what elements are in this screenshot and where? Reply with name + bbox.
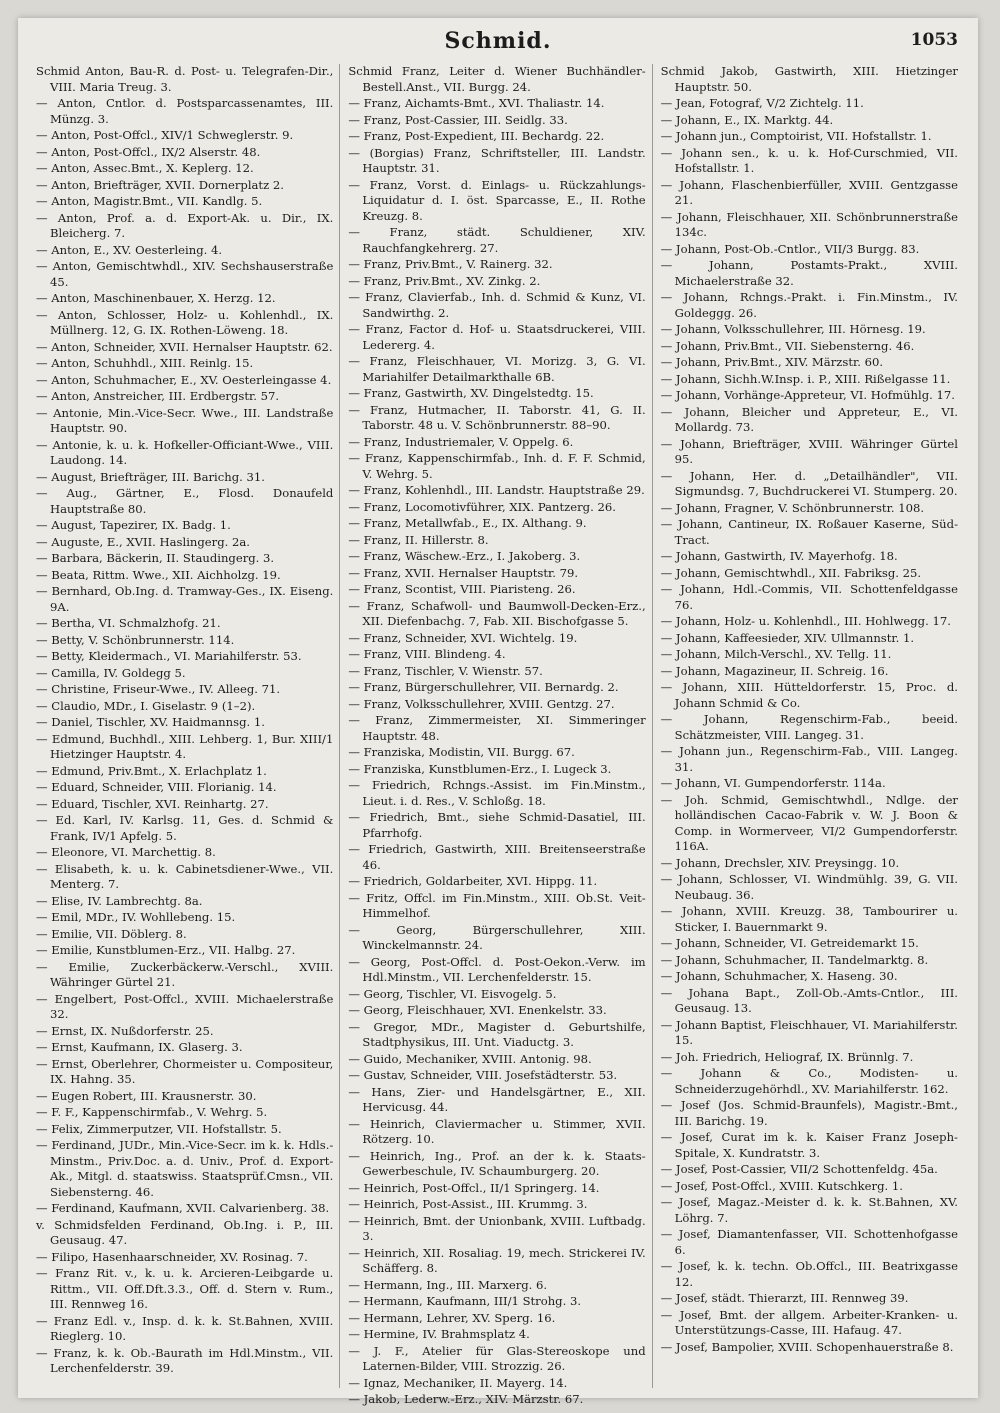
directory-entry: — Heinrich, XII. Rosaliag. 19, mech. Strickerei IV. Schäfferg. 8. — [348, 1245, 646, 1275]
directory-entry: — Johann, Kaffeesieder, XIV. Ullmannstr. 1. — [660, 630, 915, 645]
directory-entry: — Franz, Volksschullehrer, XVIII. Gentzg. 27. — [348, 696, 615, 711]
directory-entry: — Auguste, E., XVII. Haslingerg. 2a. — [36, 534, 250, 549]
directory-entry: — Christine, Friseur-Wwe., IV. Alleeg. 71. — [36, 682, 281, 696]
directory-entry: — Eugen Robert, III. Krausnerstr. 30. — [36, 1088, 257, 1103]
directory-entry: — Franz, Fleischhauer, VI. Morizg. 3, G. VI. Mariahilfer Detailmarkthalle 6B. — [348, 354, 646, 384]
directory-entry: — Johann & Co., Modisten- u. Schneiderzugehörhdl., XV. Mariahilferstr. 162. — [660, 1066, 958, 1096]
directory-entry: — Ed. Karl, IV. Karlsg. 11, Ges. d. Schmid & Frank, IV/1 Apfelg. 5. — [36, 813, 334, 843]
directory-entry: — J. F., Atelier für Glas-Stereoskope und Laternen-Bilder, VIII. Strozzig. 26. — [348, 1343, 646, 1373]
directory-entry: — Anton, Schlosser, Holz- u. Kohlenhdl., IX. Müllnerg. 12, G. IX. Rothen-Löweng. 18. — [36, 307, 334, 337]
directory-entry: — Edmund, Buchhdl., XIII. Lehberg. 1, Bur. XIII/1 Hietzinger Hauptstr. 4. — [36, 731, 334, 761]
directory-entry: — Ernst, Oberlehrer, Chormeister u. Compositeur, IX. Hahng. 35. — [36, 1056, 334, 1086]
directory-entry: — Franz, Post-Cassier, III. Seidlg. 33. — [348, 112, 568, 127]
directory-entry: — Friedrich, Gastwirth, XIII. Breitenseerstraße 46. — [348, 842, 646, 872]
directory-entry: — Anton, Anstreicher, III. Erdbergstr. 57. — [36, 389, 280, 403]
directory-entry: — Edmund, Priv.Bmt., X. Erlachplatz 1. — [36, 763, 267, 778]
directory-entry: — Franz, Priv.Bmt., V. Rainerg. 32. — [348, 257, 553, 271]
directory-entry: — Anton, Gemischtwhdl., XIV. Sechshauserstraße 45. — [36, 259, 334, 289]
directory-entry: — Heinrich, Post-Assist., III. Krummg. 3. — [348, 1197, 588, 1211]
directory-entry: — Franz, Gastwirth, XV. Dingelstedtg. 15. — [348, 386, 594, 400]
directory-entry: — Emilie, Zuckerbäckerw.-Verschl., XVIII. Währinger Gürtel 21. — [36, 959, 334, 989]
directory-entry: — Joh. Schmid, Gemischtwhdl., Ndlge. der holländischen Cacao-Fabrik v. W. J. Boon & Comp. in Wormerveer, VI/2 Gumpendorferstr. 116A. — [660, 792, 958, 853]
directory-entry: — Johana Bapt., Zoll-Ob.-Amts-Cntlor., III. Geusaug. 13. — [660, 985, 958, 1015]
directory-entry: — Franz, Industriemaler, V. Oppelg. 6. — [348, 434, 574, 449]
directory-entry: — Johann, XIII. Hütteldorferstr. 15, Proc. d. Johann Schmid & Co. — [660, 680, 958, 710]
directory-entry: — Emil, MDr., IV. Wohllebeng. 15. — [36, 910, 236, 924]
directory-entry: — Hermine, IV. Brahmsplatz 4. — [348, 1327, 530, 1341]
directory-entry: — Johann, Gemischtwhdl., XII. Fabriksg. 25. — [660, 565, 922, 580]
directory-entry: — Camilla, IV. Goldegg 5. — [36, 665, 186, 680]
directory-entry: — Franz, Tischler, V. Wienstr. 57. — [348, 663, 543, 678]
directory-entry: — Johann, Postamts-Prakt., XVIII. Michaelerstraße 32. — [660, 258, 958, 288]
directory-entry: — Jean, Fotograf, V/2 Zichtelg. 11. — [660, 96, 864, 110]
directory-entry: — Friedrich, Bmt., siehe Schmid-Dasatiel, III. Pfarrhofg. — [348, 810, 646, 840]
directory-entry: — Guido, Mechaniker, XVIII. Antonig. 98. — [348, 1051, 592, 1066]
column-left — [36, 64, 340, 1388]
directory-entry: — Johann, Hdl.-Commis, VII. Schottenfeldgasse 76. — [660, 582, 958, 612]
directory-entry: — Johann, Holz- u. Kohlenhdl., III. Hohlwegg. 17. — [660, 614, 951, 628]
directory-entry: — Josef, Magaz.-Meister d. k. k. St.Bahnen, XV. Löhrg. 7. — [660, 1195, 958, 1225]
directory-entry: — Elisabeth, k. u. k. Cabinetsdiener-Wwe., VII. Menterg. 7. — [36, 861, 334, 891]
directory-entry: — Franz, VIII. Blindeng. 4. — [348, 647, 506, 661]
directory-entry: — Johann, Briefträger, XVIII. Währinger Gürtel 95. — [660, 436, 958, 466]
directory-entry: — Franz, Hutmacher, II. Taborstr. 41, G. II. Taborstr. 48 u. V. Schönbrunnerstr. 88–90. — [348, 402, 646, 432]
directory-entry: Schmid Jakob, Gastwirth, XIII. Hietzinger Hauptstr. 50. — [660, 64, 958, 94]
directory-entry: — Johann, E., IX. Marktg. 44. — [660, 112, 834, 127]
directory-entry: — Johann, XVIII. Kreuzg. 38, Tambourirer u. Sticker, I. Bauernmarkt 9. — [660, 904, 958, 934]
directory-entry: — Franz, Scontist, VIII. Piaristeng. 26. — [348, 582, 576, 596]
directory-entry: v. Schmidsfelden Ferdinand, Ob.Ing. i. P., III. Geusaug. 47. — [36, 1217, 334, 1247]
directory-entry: — Johann, Vorhänge-Appreteur, VI. Hofmühlg. 17. — [660, 388, 955, 402]
directory-entry: — August, Tapezirer, IX. Badg. 1. — [36, 518, 231, 532]
directory-entry: — Fritz, Offcl. im Fin.Minstm., XIII. Ob.St. Veit-Himmelhof. — [348, 890, 646, 920]
directory-entry: — Eleonore, VI. Marchettig. 8. — [36, 845, 216, 859]
directory-entry: — Hermann, Kaufmann, III/1 Strohg. 3. — [348, 1294, 582, 1308]
directory-entry: — Antonie, Min.-Vice-Secr. Wwe., III. Landstraße Hauptstr. 90. — [36, 405, 334, 435]
directory-entry: — Johann, Bleicher und Appreteur, E., VI. Mollardg. 73. — [660, 404, 958, 434]
directory-entry: — Franz, Kappenschirmfab., Inh. d. F. F. Schmid, V. Wehrg. 5. — [348, 451, 646, 481]
directory-entry: — Johann jun., Regenschirm-Fab., VIII. Langeg. 31. — [660, 744, 958, 774]
directory-entry: — Antonie, k. u. k. Hofkeller-Officiant-Wwe., VIII. Laudong. 14. — [36, 437, 334, 467]
directory-entry: — Ernst, IX. Nußdorferstr. 25. — [36, 1023, 214, 1038]
directory-entry: — Franziska, Modistin, VII. Burgg. 67. — [348, 745, 575, 759]
directory-entry: — Johann jun., Comptoirist, VII. Hofstallstr. 1. — [660, 129, 932, 143]
directory-entry: — Beata, Rittm. Wwe., XII. Aichholzg. 19. — [36, 567, 281, 582]
page-header — [18, 28, 978, 58]
directory-entry: — Franz, Bürgerschullehrer, VII. Bernardg. 2. — [348, 680, 619, 694]
directory-entry: — Franziska, Kunstblumen-Erz., I. Lugeck 3. — [348, 761, 612, 776]
directory-entry: — Emilie, VII. Döblerg. 8. — [36, 926, 187, 941]
directory-entry: — Anton, E., XV. Oesterleing. 4. — [36, 242, 223, 257]
column-middle — [348, 64, 652, 1406]
directory-entry: — Ernst, Kaufmann, IX. Glaserg. 3. — [36, 1040, 243, 1054]
directory-entry: — Johann, Rchngs.-Prakt. i. Fin.Minstm., IV. Goldeggg. 26. — [660, 290, 958, 320]
directory-entry: — Franz, Clavierfab., Inh. d. Schmid & Kunz, VI. Sandwirthg. 2. — [348, 290, 646, 320]
directory-entry: — Johann, Fragner, V. Schönbrunnerstr. 108. — [660, 500, 925, 515]
directory-entry: — (Borgias) Franz, Schriftsteller, III. Landstr. Hauptstr. 31. — [348, 145, 646, 175]
directory-entry: — Franz, Aichamts-Bmt., XVI. Thaliastr. 14. — [348, 96, 605, 110]
directory-entry: — Bernhard, Ob.Ing. d. Tramway-Ges., IX. Eiseng. 9A. — [36, 584, 334, 614]
directory-entry: — Barbara, Bäckerin, II. Staudingerg. 3. — [36, 551, 275, 565]
directory-entry: — Hermann, Lehrer, XV. Sperg. 16. — [348, 1310, 556, 1325]
directory-entry: — Eduard, Schneider, VIII. Florianig. 14. — [36, 780, 277, 794]
directory-entry: — Johann, Regenschirm-Fab., beeid. Schätzmeister, VIII. Langeg. 31. — [660, 712, 958, 742]
directory-entry: — Johann, Post-Ob.-Cntlor., VII/3 Burgg. 83. — [660, 241, 920, 256]
directory-entry: — Gregor, MDr., Magister d. Geburtshilfe, Stadtphysikus, III. Unt. Viaductg. 3. — [348, 1019, 646, 1049]
directory-entry: — Johann, Priv.Bmt., VII. Siebensterng. 46. — [660, 338, 915, 353]
directory-entry: — Josef, Diamantenfasser, VII. Schottenhofgasse 6. — [660, 1227, 958, 1257]
page-number: 1053 — [910, 30, 958, 50]
directory-entry: — Friedrich, Goldarbeiter, XVI. Hippg. 11. — [348, 874, 598, 888]
directory-entry: — Anton, Prof. a. d. Export-Ak. u. Dir., IX. Bleicherg. 7. — [36, 210, 334, 240]
directory-entry: — Heinrich, Post-Offcl., II/1 Springerg. 14. — [348, 1180, 600, 1195]
directory-entry: — Franz, k. k. Ob.-Baurath im Hdl.Minstm., VII. Lerchenfelderstr. 39. — [36, 1345, 334, 1375]
directory-entry: — Franz, Schafwoll- und Baumwoll-Decken-Erz., XII. Diefenbachg. 7, Fab. XII. Bischofgasse 5. — [348, 598, 646, 628]
directory-entry: — Ferdinand, Kaufmann, XVII. Calvarienberg. 38. — [36, 1201, 330, 1215]
directory-entry: — Aug., Gärtner, E., Flosd. Donaufeld Hauptstraße 80. — [36, 486, 334, 516]
directory-entry: — Engelbert, Post-Offcl., XVIII. Michaelerstraße 32. — [36, 991, 334, 1021]
directory-entry: — Johann, Schneider, VI. Getreidemarkt 15. — [660, 936, 919, 950]
directory-entry: — Johann, Schuhmacher, II. Tandelmarktg. 8. — [660, 952, 929, 967]
page-title: Schmid. — [444, 28, 552, 54]
directory-entry: — Johann, Sichh.W.Insp. i. P., XIII. Rißelgasse 11. — [660, 371, 951, 386]
directory-entry: Schmid Anton, Bau-R. d. Post- u. Telegrafen-Dir., VIII. Maria Treug. 3. — [36, 64, 334, 94]
directory-entry: — Anton, Post-Offcl., IX/2 Alserstr. 48. — [36, 144, 261, 159]
directory-entry: — Franz, Locomotivführer, XIX. Pantzerg. 26. — [348, 499, 616, 514]
directory-entry: — Anton, Maschinenbauer, X. Herzg. 12. — [36, 291, 276, 305]
directory-entry: — Betty, Kleidermach., VI. Mariahilferstr. 53. — [36, 649, 302, 663]
directory-entry: — Daniel, Tischler, XV. Haidmannsg. 1. — [36, 715, 265, 729]
directory-entry: — Filipo, Hasenhaarschneider, XV. Rosinag. 7. — [36, 1249, 308, 1264]
directory-entry: — Anton, Assec.Bmt., X. Keplerg. 12. — [36, 161, 254, 175]
directory-entry: — Georg, Bürgerschullehrer, XIII. Winckelmannstr. 24. — [348, 922, 646, 952]
directory-entry: — Heinrich, Claviermacher u. Stimmer, XVII. Rötzerg. 10. — [348, 1116, 646, 1146]
directory-entry: — Franz Edl. v., Insp. d. k. k. St.Bahnen, XVIII. Rieglerg. 10. — [36, 1313, 334, 1343]
directory-entry: — Emilie, Kunstblumen-Erz., VII. Halbg. 27. — [36, 943, 296, 957]
directory-entry: — Heinrich, Bmt. der Unionbank, XVIII. Luftbadg. 3. — [348, 1213, 646, 1243]
directory-entry: — Georg, Tischler, VI. Eisvogelg. 5. — [348, 986, 557, 1001]
directory-entry: — Josef, Bampolier, XVIII. Schopenhauerstraße 8. — [660, 1339, 954, 1354]
directory-entry: — Anton, Post-Offcl., XIV/1 Schweglerstr. 9. — [36, 128, 294, 142]
directory-entry: — Johann, Schlosser, VI. Windmühlg. 39, G. VII. Neubaug. 36. — [660, 872, 958, 902]
directory-entry: — Hermann, Ing., III. Marxerg. 6. — [348, 1277, 548, 1292]
directory-entry: — Ferdinand, JUDr., Min.-Vice-Secr. im k. k. Hdls.-Minstm., Priv.Doc. a. d. Univ., Prof. d. Export-Ak., Mitgl. d. staatswiss. Staatsprüf.Cmsn., VII. Siebensterng. 46. — [36, 1138, 334, 1199]
directory-entry: — Franz, Schneider, XVI. Wichtelg. 19. — [348, 630, 578, 645]
directory-entry: — Johann, Priv.Bmt., XIV. Märzstr. 60. — [660, 355, 884, 369]
directory-entry: — Joh. Friedrich, Heliograf, IX. Brünnlg. 7. — [660, 1049, 914, 1064]
directory-entry: — Franz, Wäschew.-Erz., I. Jakoberg. 3. — [348, 549, 581, 563]
directory-entry: — August, Briefträger, III. Barichg. 31. — [36, 469, 265, 484]
directory-entry: — Georg, Fleischhauer, XVI. Enenkelstr. 33. — [348, 1003, 607, 1017]
columns-container — [36, 64, 964, 1406]
directory-entry: — Josef, Post-Cassier, VII/2 Schottenfeldg. 45a. — [660, 1162, 938, 1176]
directory-entry: — Josef, Curat im k. k. Kaiser Franz Joseph-Spitale, X. Kundratstr. 3. — [660, 1130, 958, 1160]
directory-entry: — Josef, Post-Offcl., XVIII. Kutschkerg. 1. — [660, 1178, 903, 1193]
directory-entry: — F. F., Kappenschirmfab., V. Wehrg. 5. — [36, 1105, 268, 1119]
directory-entry: — Felix, Zimmerputzer, VII. Hofstallstr. 5. — [36, 1121, 282, 1136]
directory-entry: — Franz, Kohlenhdl., III. Landstr. Hauptstraße 29. — [348, 483, 645, 497]
directory-entry: — Betty, V. Schönbrunnerstr. 114. — [36, 632, 235, 647]
directory-entry: — Franz, Zimmermeister, XI. Simmeringer Hauptstr. 48. — [348, 713, 646, 743]
directory-entry: — Hans, Zier- und Handelsgärtner, E., XII. Hervicusg. 44. — [348, 1084, 646, 1114]
directory-entry: — Gustav, Schneider, VIII. Josefstädterstr. 53. — [348, 1068, 618, 1082]
directory-entry: — Friedrich, Rchngs.-Assist. im Fin.Minstm., Lieut. i. d. Res., V. Schloßg. 18. — [348, 778, 646, 808]
directory-entry: — Claudio, MDr., I. Giselastr. 9 (1–2). — [36, 698, 256, 713]
directory-entry: — Anton, Briefträger, XVII. Dornerplatz 2. — [36, 177, 284, 192]
directory-entry: — Johann Baptist, Fleischhauer, VI. Mariahilferstr. 15. — [660, 1017, 958, 1047]
directory-entry: — Anton, Schneider, XVII. Hernalser Hauptstr. 62. — [36, 339, 333, 354]
directory-entry: — Franz, XVII. Hernalser Hauptstr. 79. — [348, 565, 579, 580]
directory-entry: — Franz, Factor d. Hof- u. Staatsdruckerei, VIII. Ledererg. 4. — [348, 322, 646, 352]
directory-entry: — Josef (Jos. Schmid-Braunfels), Magistr.-Bmt., III. Barichg. 19. — [660, 1098, 958, 1128]
directory-entry: — Franz, Metallwfab., E., IX. Althang. 9. — [348, 516, 587, 530]
directory-entry: — Johann, Gastwirth, IV. Mayerhofg. 18. — [660, 549, 898, 563]
directory-entry: — Johann, Cantineur, IX. Roßauer Kaserne, Süd-Tract. — [660, 517, 958, 547]
directory-entry: — Johann, Drechsler, XIV. Preysingg. 10. — [660, 855, 900, 870]
directory-entry: — Heinrich, Ing., Prof. an der k. k. Staats-Gewerbeschule, IV. Schaumburgerg. 20. — [348, 1148, 646, 1178]
directory-entry: — Georg, Post-Offcl. d. Post-Oekon.-Verw. im Hdl.Minstm., VII. Lerchenfelderstr. 15. — [348, 954, 646, 984]
directory-entry: — Josef, städt. Thierarzt, III. Rennweg 39. — [660, 1291, 909, 1305]
directory-entry: — Johann, Flaschenbierfüller, XVIII. Gentzgasse 21. — [660, 177, 958, 207]
directory-entry: — Franz, II. Hillerstr. 8. — [348, 532, 489, 547]
directory-entry: — Ignaz, Mechaniker, II. Mayerg. 14. — [348, 1375, 568, 1390]
directory-entry: — Anton, Cntlor. d. Postsparcassenamtes, III. Münzg. 3. — [36, 96, 334, 126]
directory-entry: — Franz Rit. v., k. u. k. Arcieren-Leibgarde u. Rittm., VII. Off.Dft.3.3., Off. d. Stern v. Rum., III. Rennweg 16. — [36, 1266, 334, 1311]
directory-entry: — Johann, Magazineur, II. Schreig. 16. — [660, 663, 889, 678]
directory-entry: — Johann, Schuhmacher, X. Haseng. 30. — [660, 969, 898, 983]
directory-entry: — Josef, Bmt. der allgem. Arbeiter-Kranken- u. Unterstützungs-Casse, III. Hafaug. 47. — [660, 1307, 958, 1337]
directory-entry: — Johann, Milch-Verschl., XV. Tellg. 11. — [660, 647, 892, 661]
directory-entry: — Franz, Vorst. d. Einlags- u. Rückzahlungs-Liquidatur d. I. öst. Sparcasse, E., II. Rothe Kreuzg. 8. — [348, 177, 646, 223]
directory-entry: — Franz, Post-Expedient, III. Bechardg. 22. — [348, 129, 605, 143]
directory-entry: — Johann, VI. Gumpendorferstr. 114a. — [660, 776, 886, 790]
directory-entry: — Johann, Her. d. „Detailhändler", VII. Sigmundsg. 7, Buchdruckerei VI. Stumperg. 20. — [660, 468, 958, 498]
directory-entry: Schmid Franz, Leiter d. Wiener Buchhändler-Bestell.Anst., VII. Burgg. 24. — [348, 64, 646, 94]
directory-entry: — Franz, städt. Schuldiener, XIV. Rauchfangkehrerg. 27. — [348, 225, 646, 255]
directory-entry: — Franz, Priv.Bmt., XV. Zinkg. 2. — [348, 273, 541, 288]
column-right — [661, 64, 964, 1388]
directory-entry: — Johann, Volksschullehrer, III. Hörnesg. 19. — [660, 322, 926, 336]
directory-entry: — Anton, Schuhhdl., XIII. Reinlg. 15. — [36, 356, 254, 370]
directory-entry: — Johann, Fleischhauer, XII. Schönbrunnerstraße 134c. — [660, 209, 958, 239]
directory-entry: — Eduard, Tischler, XVI. Reinhartg. 27. — [36, 796, 269, 811]
directory-entry: — Josef, k. k. techn. Ob.Offcl., III. Beatrixgasse 12. — [660, 1259, 958, 1289]
directory-entry: — Johann sen., k. u. k. Hof-Curschmied, VII. Hofstallstr. 1. — [660, 145, 958, 175]
directory-entry: — Anton, Schuhmacher, E., XV. Oesterleingasse 4. — [36, 372, 332, 387]
directory-entry: — Bertha, VI. Schmalzhofg. 21. — [36, 616, 221, 630]
directory-entry: — Elise, IV. Lambrechtg. 8a. — [36, 893, 203, 908]
directory-entry: — Anton, Magistr.Bmt., VII. Kandlg. 5. — [36, 194, 263, 208]
directory-entry: — Jakob, Lederw.-Erz., XIV. Märzstr. 67. — [348, 1392, 584, 1406]
directory-page — [18, 18, 978, 1406]
